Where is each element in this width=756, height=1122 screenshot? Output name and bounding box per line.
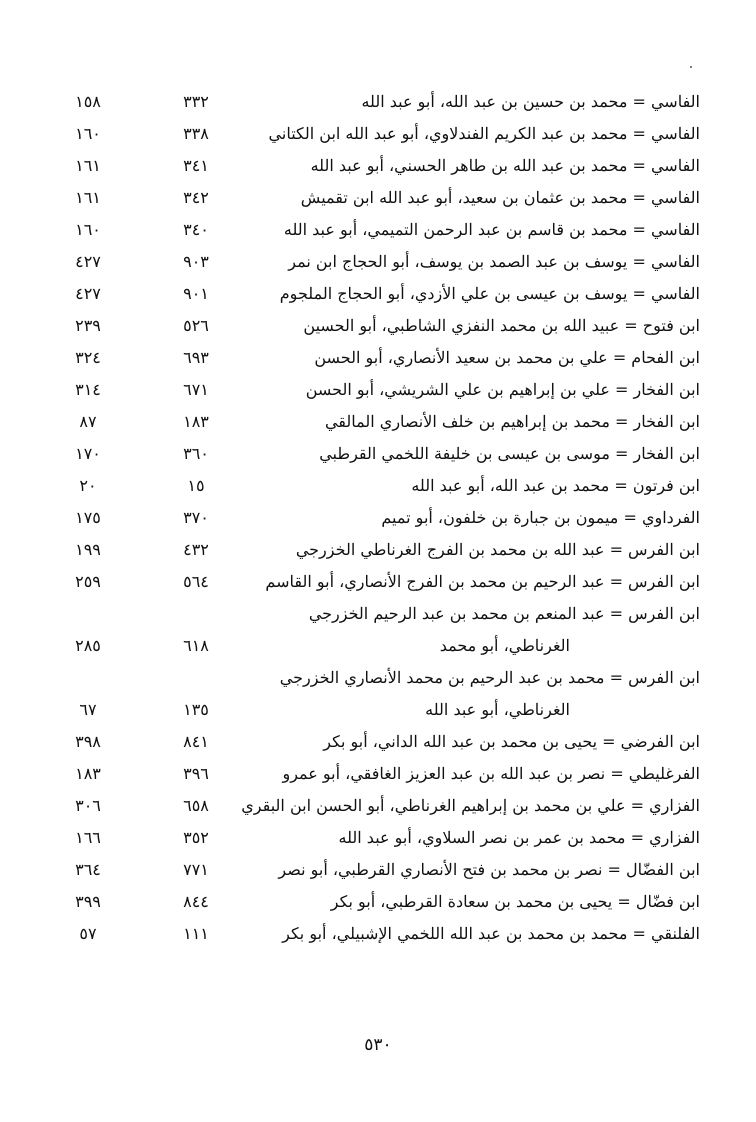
entry-name: ابن فتوح = عبيد الله بن محمد النفزي الشاطبي، أبو الحسين [303,316,700,335]
entry-number: ١٣٥ [183,700,209,719]
entry-name: الفاسي = محمد بن حسين بن عبد الله، أبو عبد الله [361,92,700,111]
index-entry [60,118,700,150]
entry-page: ٢٠ [79,476,97,495]
entry-page: ٤٢٧ [75,252,101,271]
entry-number: ٣٩٦ [183,764,209,783]
entry-name: الفرغليطي = نصر بن عبد الله بن عبد العزيز الغافقي، أبو عمرو [282,764,700,783]
entry-name: ابن الفحام = علي بن محمد بن سعيد الأنصاري، أبو الحسن [314,348,700,367]
entry-name: الفاسي = محمد بن عثمان بن سعيد، أبو عبد الله ابن تقميش [300,188,700,207]
entry-page: ٥٧ [79,924,97,943]
entry-name: الفلنقي = محمد بن محمد بن عبد الله اللخمي الإشبيلي، أبو بكر [282,924,700,943]
index-entry [60,566,700,598]
entry-number: ٣٥٢ [183,828,209,847]
entry-name: ابن الفرضي = يحيى بن محمد بن عبد الله الداني، أبو بكر [323,732,700,751]
entry-page: ١٩٩ [75,540,101,559]
index-entry [60,470,700,502]
entry-name: الفزاري = علي بن محمد بن إبراهيم الغرناطي، أبو الحسن ابن البقري [241,796,700,815]
entry-number: ٨٤٤ [183,892,209,911]
entry-name: الفاسي = يوسف بن عبد الصمد بن يوسف، أبو الحجاج ابن نمر [288,252,700,271]
entry-name-line1: ابن الفرس = محمد بن عبد الرحيم بن محمد الأنصاري الخزرجي [279,668,700,687]
index-entry [60,726,700,758]
entry-name: الفاسي = محمد بن عبد الله بن طاهر الحسني، أبو عبد الله [310,156,700,175]
entry-number: ١٥ [187,476,205,495]
index-entry [60,438,700,470]
entry-number: ٣٣٢ [183,92,209,111]
entry-page: ١٦٠ [75,124,101,143]
entry-number: ٣٧٠ [183,508,209,527]
entry-number: ٥٢٦ [183,316,209,335]
entry-page: ٣٠٦ [75,796,101,815]
index-entry [60,534,700,566]
entry-page: ١٧٥ [75,508,101,527]
entry-number: ١٨٣ [183,412,209,431]
entry-name: الفاسي = يوسف بن عيسى بن علي الأزدي، أبو الحجاج الملجوم [279,284,700,303]
index-entry [60,86,700,118]
entry-page: ٣٩٨ [75,732,101,751]
index-entry [60,406,700,438]
entry-page: ١٧٠ [75,444,101,463]
entry-name: ابن الفرس = عبد الرحيم بن محمد بن الفرج الأنصاري، أبو القاسم [265,572,700,591]
entry-page: ١٦١ [75,188,101,207]
entry-number: ٦١٨ [183,636,209,655]
entry-number: ٣٤١ [183,156,209,175]
entry-number: ١١١ [183,924,209,943]
index-entry [60,150,700,182]
entry-number: ٦٧١ [183,380,209,399]
entry-name: الفرداوي = ميمون بن جبارة بن خلفون، أبو تميم [381,508,700,527]
entry-page: ١٦٠ [75,220,101,239]
index-entry [60,662,700,726]
entry-number: ٣٤٠ [183,220,209,239]
name-index-list [60,86,700,950]
entry-page: ٢٨٥ [75,636,101,655]
entry-name: ابن الفضّال = نصر بن محمد بن فتح الأنصاري القرطبي، أبو نصر [278,860,700,879]
index-entry [60,502,700,534]
entry-number: ٥٦٤ [183,572,209,591]
entry-page: ١٥٨ [75,92,101,111]
index-entry [60,886,700,918]
entry-name: ابن الفخار = محمد بن إبراهيم بن خلف الأنصاري المالقي [324,412,700,431]
entry-number: ٣٣٨ [183,124,209,143]
entry-page: ٣٦٤ [75,860,101,879]
entry-page: ٢٥٩ [75,572,101,591]
entry-number: ٤٣٢ [183,540,209,559]
entry-page: ٨٧ [79,412,97,431]
page-mark [690,66,692,68]
index-entry [60,854,700,886]
index-entry [60,918,700,950]
entry-name: الفزاري = محمد بن عمر بن نصر السلاوي، أبو عبد الله [338,828,700,847]
entry-name: ابن الفخار = علي بن إبراهيم بن علي الشريشي، أبو الحسن [305,380,700,399]
page-number: ٥٣٠ [364,1035,392,1055]
entry-number: ٩٠١ [183,284,209,303]
entry-name: الفاسي = محمد بن عبد الكريم الفندلاوي، أبو عبد الله ابن الكتاني [268,124,700,143]
entry-page: ٢٣٩ [75,316,101,335]
entry-number: ٨٤١ [183,732,209,751]
entry-number: ٣٦٠ [183,444,209,463]
entry-name: ابن فرتون = محمد بن عبد الله، أبو عبد الله [411,476,700,495]
entry-name: ابن فضّال = يحيى بن محمد بن سعادة القرطبي، أبو بكر [330,892,700,911]
index-entry [60,278,700,310]
entry-name: الفاسي = محمد بن قاسم بن عبد الرحمن التميمي، أبو عبد الله [283,220,700,239]
entry-page: ٣٢٤ [75,348,101,367]
entry-name [228,662,700,726]
index-entry [60,182,700,214]
entry-name [228,598,700,662]
entry-number: ٧٧١ [183,860,209,879]
entry-page: ٣١٤ [75,380,101,399]
entry-page: ١٨٣ [75,764,101,783]
index-entry [60,246,700,278]
entry-page: ٦٧ [79,700,97,719]
entry-number: ٦٥٨ [183,796,209,815]
entry-name-line2: الغرناطي، أبو محمد [439,636,570,655]
entry-page: ١٦٦ [75,828,101,847]
entry-name: ابن الفخار = موسى بن عيسى بن خليفة اللخمي القرطبي [319,444,700,463]
index-entry [60,342,700,374]
entry-page: ٤٢٧ [75,284,101,303]
index-entry [60,822,700,854]
entry-page: ٣٩٩ [75,892,101,911]
index-entry [60,790,700,822]
index-entry [60,758,700,790]
entry-page: ١٦١ [75,156,101,175]
entry-name-line1: ابن الفرس = عبد المنعم بن محمد بن عبد الرحيم الخزرجي [308,604,700,623]
index-entry [60,374,700,406]
index-entry [60,214,700,246]
entry-number: ٦٩٣ [183,348,209,367]
index-entry [60,310,700,342]
entry-number: ٩٠٣ [183,252,209,271]
index-entry [60,598,700,662]
entry-name: ابن الفرس = عبد الله بن محمد بن الفرج الغرناطي الخزرجي [295,540,700,559]
entry-number: ٣٤٢ [183,188,209,207]
entry-name-line2: الغرناطي، أبو عبد الله [425,700,570,719]
